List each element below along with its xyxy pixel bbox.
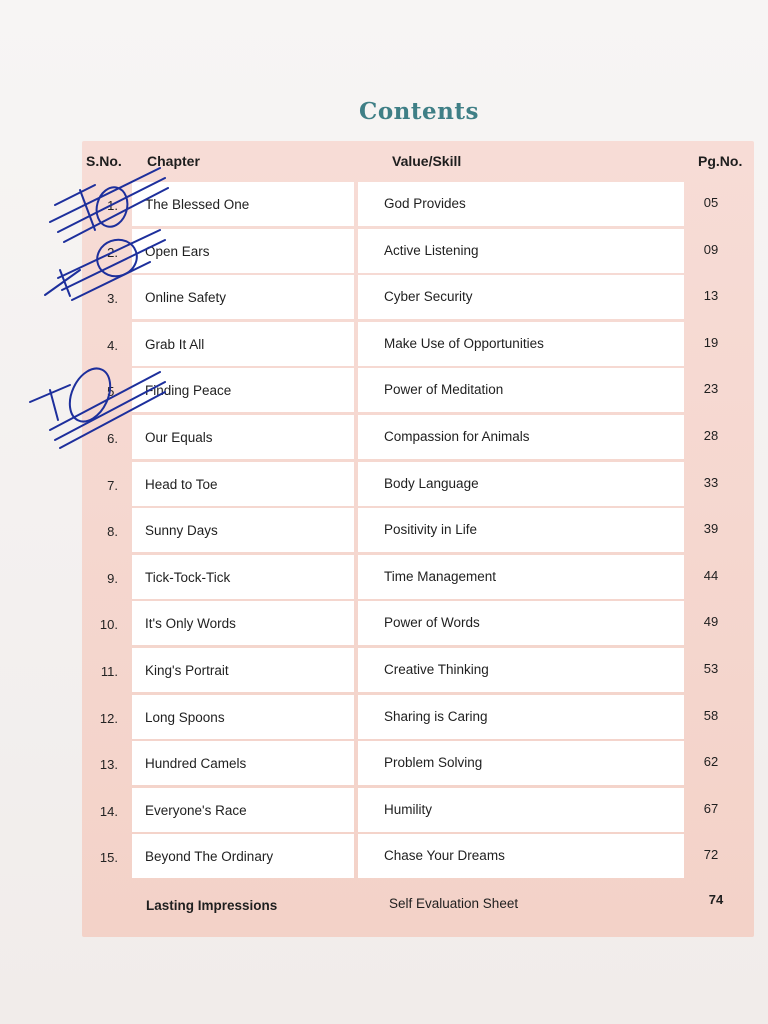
footer-chapter: Lasting Impressions [146, 898, 278, 913]
row-value: Chase Your Dreams [384, 848, 505, 864]
row-chapter: Head to Toe [145, 476, 218, 492]
row-chapter: Tick-Tock-Tick [145, 569, 231, 585]
row-chapter: Long Spoons [145, 709, 225, 725]
row-page: 39 [703, 521, 719, 537]
row-chapter: Hundred Camels [145, 756, 247, 772]
row-sno: 10. [99, 617, 118, 633]
row-page: 05 [703, 195, 719, 210]
row-value: Power of Words [384, 615, 480, 631]
row-chapter: Online Safety [145, 290, 227, 306]
row-chapter: Beyond The Ordinary [145, 849, 274, 865]
page-title: Contents [359, 98, 479, 125]
row-chapter: Sunny Days [145, 523, 218, 539]
row-chapter: The Blessed One [145, 197, 250, 212]
row-page: 19 [703, 334, 719, 350]
header-chapter: Chapter [147, 153, 200, 169]
row-chapter: It's Only Words [145, 616, 236, 632]
header-sno: S.No. [86, 153, 122, 169]
row-value: Problem Solving [384, 755, 483, 771]
footer-value: Self Evaluation Sheet [389, 896, 519, 911]
row-chapter: King's Portrait [145, 663, 229, 678]
row-sno: 11. [100, 664, 118, 679]
row-sno: 7. [107, 477, 118, 493]
row-page: 67 [703, 800, 719, 816]
row-sno: 6. [107, 431, 118, 446]
row-sno: 9. [107, 570, 118, 586]
row-page: 58 [703, 707, 719, 723]
row-value: Power of Meditation [384, 382, 504, 398]
row-page: 72 [703, 847, 719, 863]
row-chapter: Everyone's Race [145, 802, 247, 818]
row-page: 33 [703, 474, 719, 490]
row-value: Cyber Security [384, 289, 473, 305]
row-sno: 15. [99, 850, 118, 866]
row-sno: 8. [107, 524, 118, 540]
row-sno: 1. [107, 198, 118, 213]
row-value: Make Use of Opportunities [384, 335, 544, 351]
row-sno: 5. [107, 384, 118, 400]
row-page: 13 [703, 288, 719, 304]
row-value: Sharing is Caring [384, 708, 488, 724]
row-value: Compassion for Animals [384, 429, 530, 444]
row-sno: 13. [99, 757, 118, 773]
header-value: Value/Skill [392, 153, 462, 169]
row-value: Time Management [384, 568, 497, 584]
row-chapter: Our Equals [145, 430, 213, 445]
row-page: 53 [703, 661, 719, 676]
row-sno: 3. [107, 291, 118, 307]
row-chapter: Finding Peace [145, 383, 232, 399]
row-sno: 2. [107, 244, 118, 260]
row-page: 62 [703, 754, 719, 770]
row-page: 23 [703, 381, 719, 397]
row-sno: 12. [99, 710, 118, 726]
footer-page: 74 [708, 892, 724, 907]
row-value: Body Language [384, 475, 479, 491]
row-page: 49 [703, 614, 719, 630]
row-sno: 4. [107, 337, 118, 353]
row-value: Active Listening [384, 242, 479, 258]
row-chapter: Open Ears [145, 243, 210, 259]
row-chapter: Grab It All [145, 336, 205, 352]
row-page: 28 [703, 428, 719, 443]
row-value: Creative Thinking [384, 662, 489, 677]
row-sno: 14. [99, 803, 118, 819]
row-page: 44 [703, 567, 719, 583]
header-page: Pg.No. [698, 153, 743, 169]
row-value: Positivity in Life [384, 522, 478, 538]
row-value: God Provides [384, 196, 466, 211]
row-page: 09 [703, 241, 719, 257]
row-value: Humility [384, 801, 433, 817]
